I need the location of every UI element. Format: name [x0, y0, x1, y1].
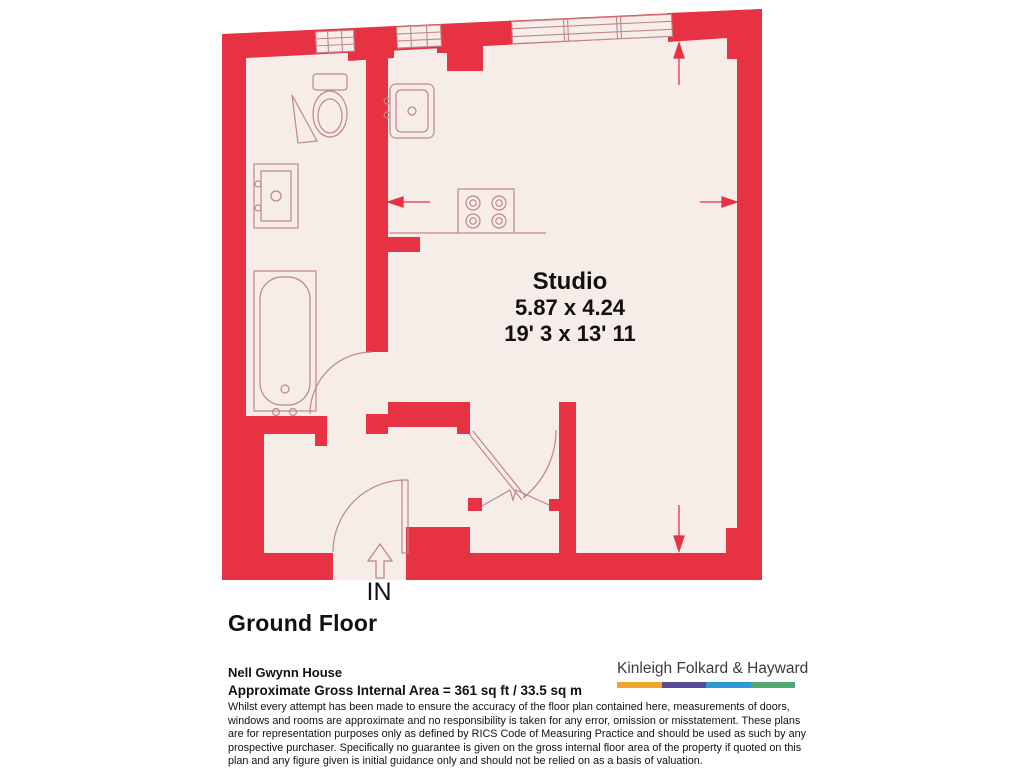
wall-divider-lower	[366, 414, 388, 434]
wall-divider-mid	[366, 237, 388, 352]
floor-label: Ground Floor	[228, 610, 378, 636]
wall-bottom-right	[470, 553, 762, 580]
wall-corner-step	[726, 528, 737, 553]
wall-hall-top	[388, 402, 470, 427]
wall-alcove-left	[246, 434, 264, 556]
building-name: Nell Gwynn House	[228, 665, 343, 680]
room-name: Studio	[532, 268, 608, 295]
entrance-label: IN	[366, 578, 392, 605]
floor-area	[232, 19, 756, 572]
bar-segment-purple	[662, 682, 707, 688]
room-dimensions-imperial: 19' 3 x 13' 11	[504, 321, 636, 346]
agency-color-bar	[617, 682, 795, 688]
wall-left	[222, 34, 246, 580]
wall-right	[737, 59, 762, 580]
gross-internal-area: Approximate Gross Internal Area = 361 sq ft / 33.5 sq m	[228, 683, 583, 698]
wall-alcove-stub	[315, 434, 327, 446]
disclaimer-text: Whilst every attempt has been made to ensure the accuracy of the floor plan contained here, measurements of doors, windows and rooms are approximate and no responsibility is taken for any error, omission or misstatement. These plans are for representation purposes only as defined by RICS Code of Measuring Practice and should be used as such by any prospective purchaser. Specifically no guarantee is given on the gross internal floor area of the property if quoted on this plan and any figure given is initial guidance only and should not be relied on as a basis of valuation.	[228, 701, 806, 768]
wall-bottom-left	[222, 553, 333, 580]
closet-post-left	[468, 498, 482, 511]
window-kitchen	[397, 25, 442, 48]
bar-segment-green	[751, 682, 796, 688]
agency-name: Kinleigh Folkard & Hayward	[617, 660, 809, 677]
bar-segment-orange	[617, 682, 662, 688]
wall-bath-bottom	[246, 416, 327, 434]
wall-divider-upper	[366, 48, 388, 237]
wall-bottom-step	[406, 527, 470, 580]
wall-hall-step	[457, 427, 470, 434]
wall-studio-partition	[559, 402, 576, 553]
window-wc	[316, 30, 355, 53]
wall-divider-stub	[388, 237, 420, 252]
agency-logo	[617, 660, 809, 688]
room-dimensions-metric: 5.87 x 4.24	[514, 295, 626, 320]
closet-post-right	[549, 499, 562, 511]
entrance-opening	[333, 553, 406, 580]
bar-segment-blue	[706, 682, 751, 688]
